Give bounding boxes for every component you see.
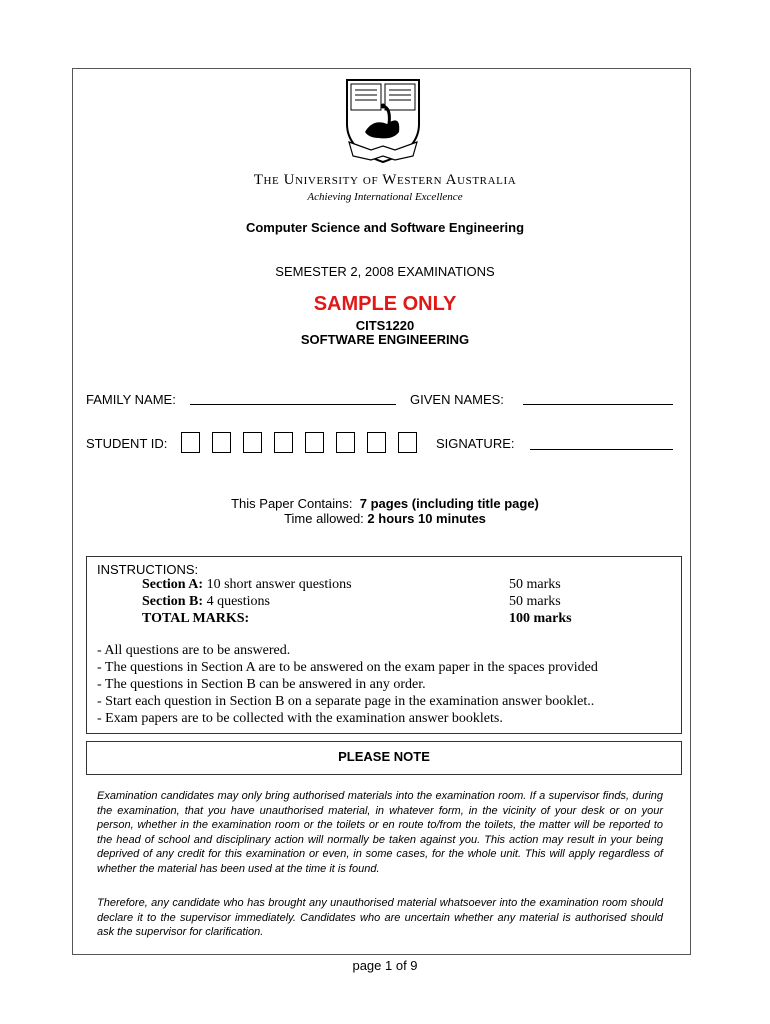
section-b-desc: 4 questions <box>206 594 270 609</box>
section-b-name: Section B: <box>142 594 204 609</box>
note-paragraph: Examination candidates may only bring authorised materials into the examination room. If a supervisor finds, during the examination, that you have unauthorised material, in whatever form, in the vicinity of your desk or on your person, whether in the examination room or the toilets or en route to/from the toilets, the matter will be reported to the head of school and disciplinary action will normally be taken against you. This action may result in your being deprived of any credit for this examination or even, in some cases, for the whole unit. This will apply regardless of whether the material has been used at the time it is found. <box>97 790 663 875</box>
given-names-field[interactable] <box>523 404 673 405</box>
student-id-digit-box[interactable] <box>243 432 262 453</box>
section-a-desc: 10 short answer questions <box>206 577 352 592</box>
note-paragraph: Therefore, any candidate who has brought any unauthorised material whatsoever into the examination room should declare it to the supervisor immediately. Candidates who are uncertain whether any material is authorised should ask the supervisor for clarification. <box>97 897 663 939</box>
student-id-digit-box[interactable] <box>274 432 293 453</box>
section-b-row <box>142 594 270 610</box>
university-name: The University of Western Australia <box>253 172 517 188</box>
university-motto: Achieving International Excellence <box>307 191 463 203</box>
total-marks-value: 100 marks <box>509 611 572 626</box>
paper-contains-value: 7 pages (including title page) <box>359 496 539 511</box>
instruction-rule: - The questions in Section B can be answered in any order. <box>97 677 426 692</box>
given-names-label: GIVEN NAMES: <box>410 392 504 407</box>
department: Computer Science and Software Engineering <box>245 220 525 235</box>
time-allowed <box>0 511 770 526</box>
page-number: page 1 of 9 <box>352 958 418 973</box>
time-allowed-value: 2 hours 10 minutes <box>367 511 486 526</box>
student-id-digit-box[interactable] <box>305 432 324 453</box>
student-id-digit-box[interactable] <box>367 432 386 453</box>
section-a-marks: 50 marks <box>509 577 561 592</box>
student-id-digit-box[interactable] <box>181 432 200 453</box>
paper-contains <box>0 496 770 511</box>
student-id-label: STUDENT ID: <box>86 436 168 451</box>
signature-field[interactable] <box>530 449 673 450</box>
section-a-row <box>142 577 352 593</box>
please-note-heading: PLEASE NOTE <box>86 741 682 775</box>
sample-only-stamp: SAMPLE ONLY <box>313 293 457 315</box>
paper-contains-label: This Paper Contains: <box>231 496 353 511</box>
instruction-rule: - Exam papers are to be collected with the examination answer booklets. <box>97 711 503 726</box>
unit-code: CITS1220 <box>355 318 415 333</box>
family-name-label: FAMILY NAME: <box>86 392 176 407</box>
instruction-rule: - Start each question in Section B on a separate page in the examination answer booklet.. <box>97 694 595 709</box>
instructions-heading: INSTRUCTIONS: <box>97 562 199 577</box>
semester: SEMESTER 2, 2008 EXAMINATIONS <box>275 264 495 279</box>
section-b-marks: 50 marks <box>509 594 561 609</box>
unit-name: SOFTWARE ENGINEERING <box>300 332 470 347</box>
signature-label: SIGNATURE: <box>436 436 515 451</box>
university-crest-logo <box>343 76 423 164</box>
total-marks-label: TOTAL MARKS: <box>142 611 250 626</box>
time-allowed-label: Time allowed: <box>284 511 364 526</box>
student-id-digit-box[interactable] <box>336 432 355 453</box>
student-id-digit-box[interactable] <box>212 432 231 453</box>
instruction-rule: - All questions are to be answered. <box>97 643 291 658</box>
family-name-field[interactable] <box>190 404 396 405</box>
student-id-digit-box[interactable] <box>398 432 417 453</box>
instruction-rule: - The questions in Section A are to be answered on the exam paper in the spaces provided <box>97 660 598 675</box>
section-a-name: Section A: <box>142 577 204 592</box>
